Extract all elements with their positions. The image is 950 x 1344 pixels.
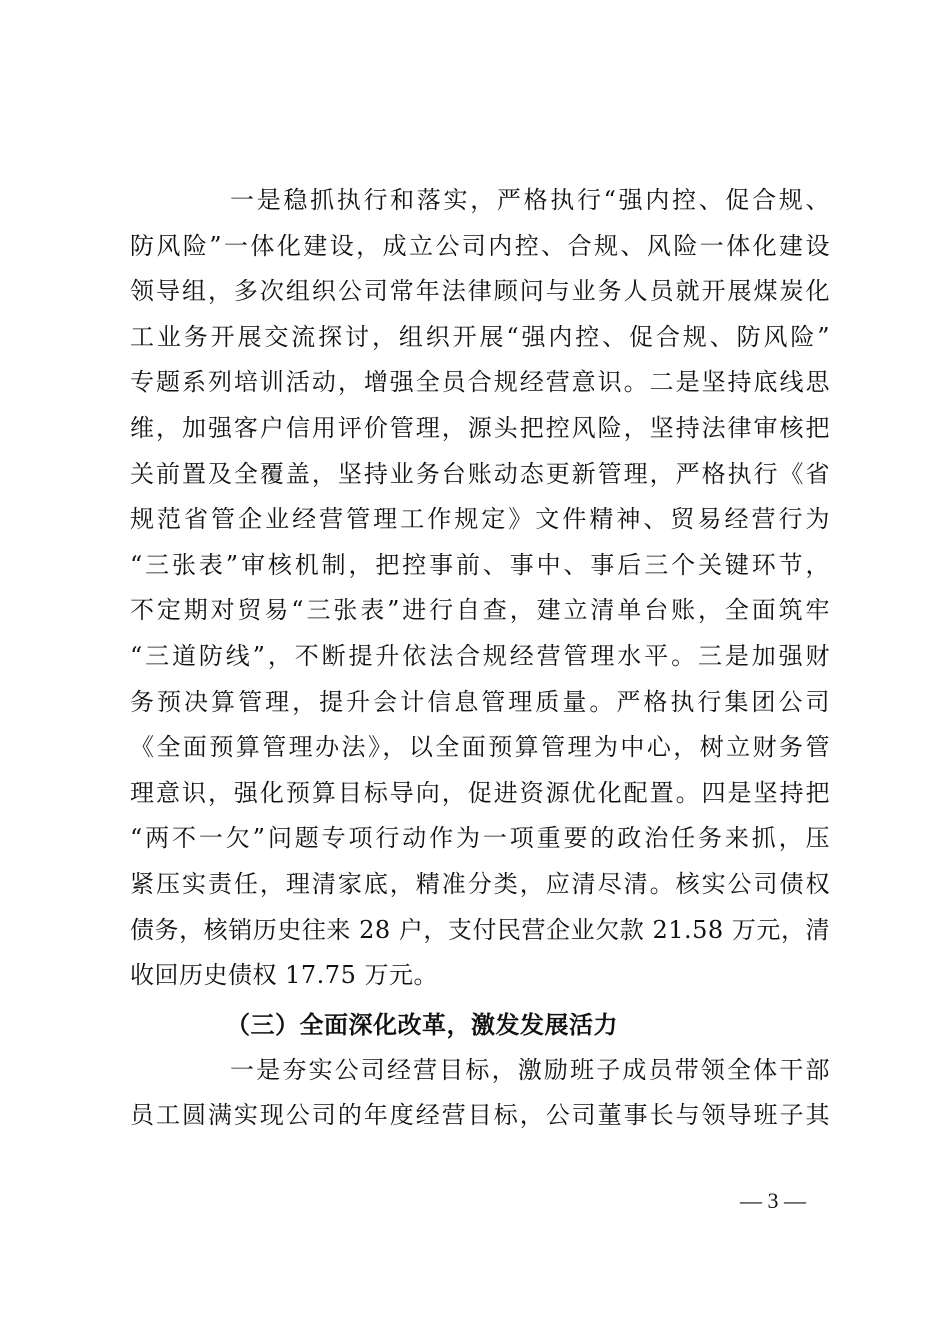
text-line: 领导组，多次组织公司常年法律顾问与业务人员就开展煤炭化 [130, 277, 830, 306]
text-line: 一是夯实公司经营目标，激励班子成员带领全体干部 [230, 1055, 830, 1084]
text-line: 规范省管企业经营管理工作规定》文件精神、贸易经营行为 [130, 505, 830, 534]
text-line: 债务，核销历史往来 28 户，支付民营企业欠款 21.58 万元，清 [130, 915, 830, 944]
paragraph-1 [130, 178, 830, 999]
text-line: 防风险”一体化建设，成立公司内控、合规、风险一体化建设 [130, 231, 830, 260]
text-line: 理意识，强化预算目标导向，促进资源优化配置。四是坚持把 [130, 778, 830, 807]
text-line: 关前置及全覆盖，坚持业务台账动态更新管理，严格执行《省 [130, 459, 830, 488]
text-line: “两不一欠”问题专项行动作为一项重要的政治任务来抓，压 [130, 824, 830, 853]
text-line: 务预决算管理，提升会计信息管理质量。严格执行集团公司 [130, 687, 830, 716]
text-line: 一是稳抓执行和落实，严格执行“强内控、促合规、 [230, 186, 830, 214]
text-line: 不定期对贸易“三张表”进行自查，建立清单台账，全面筑牢 [130, 596, 830, 625]
text-line: 收回历史债权 17.75 万元。 [130, 961, 438, 990]
text-line: 紧压实责任，理清家底，精准分类，应清尽清。核实公司债权 [130, 869, 830, 898]
paragraph-2 [130, 1048, 830, 1139]
text-line: “三张表”审核机制，把控事前、事中、事后三个关键环节， [130, 550, 830, 579]
text-line: “三道防线”，不断提升依法合规经营管理水平。三是加强财 [130, 641, 830, 670]
page-number: — 3 — [740, 1188, 806, 1213]
text-line: 《全面预算管理办法》，以全面预算管理为中心，树立财务管 [130, 733, 830, 762]
text-line: 维，加强客户信用评价管理，源头把控风险，坚持法律审核把 [130, 413, 830, 442]
text-line: 工业务开展交流探讨，组织开展“强内控、促合规、防风险” [130, 322, 830, 351]
document-page [130, 178, 830, 1139]
text-line: 专题系列培训活动，增强全员合规经营意识。二是坚持底线思 [130, 368, 830, 397]
section-heading: （三）全面深化改革，激发发展活力 [226, 1009, 618, 1039]
text-line: 员工圆满实现公司的年度经营目标，公司董事长与领导班子其 [130, 1101, 830, 1130]
